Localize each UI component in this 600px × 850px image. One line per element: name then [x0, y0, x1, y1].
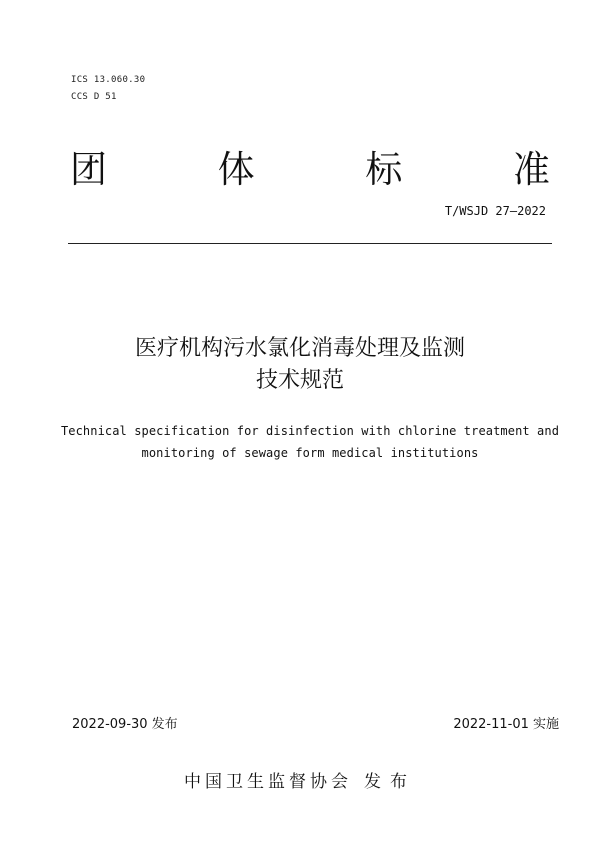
- issue-date: 2022-09-30 发布: [72, 717, 178, 732]
- title-char-3: 标: [365, 148, 403, 191]
- english-title-line-2: monitoring of sewage form medical institutions: [141, 446, 479, 460]
- document-type-title: [70, 147, 550, 193]
- publisher-action: 发布: [364, 772, 416, 792]
- ics-code: ICS 13.060.30: [71, 75, 146, 85]
- implementation-date: 2022-11-01 实施: [453, 717, 559, 732]
- classification-codes: [71, 72, 145, 106]
- title-char-2: 体: [217, 148, 255, 191]
- english-title: [0, 420, 600, 464]
- header-divider: [68, 243, 552, 244]
- standard-number: T/WSJD 27—2022: [444, 204, 546, 218]
- chinese-title-line-2: 技术规范: [255, 368, 344, 393]
- ccs-code: CCS D 51: [71, 92, 117, 102]
- chinese-title-line-1: 医疗机构污水氯化消毒处理及监测: [134, 336, 465, 361]
- publisher-line: [0, 770, 600, 794]
- title-char-4: 准: [512, 148, 550, 191]
- chinese-title: [0, 333, 600, 397]
- title-char-1: 团: [70, 148, 107, 191]
- english-title-line-1: Technical specification for disinfection with chlorine treatment and: [60, 424, 560, 438]
- publisher-name: 中国卫生监督协会: [184, 772, 352, 792]
